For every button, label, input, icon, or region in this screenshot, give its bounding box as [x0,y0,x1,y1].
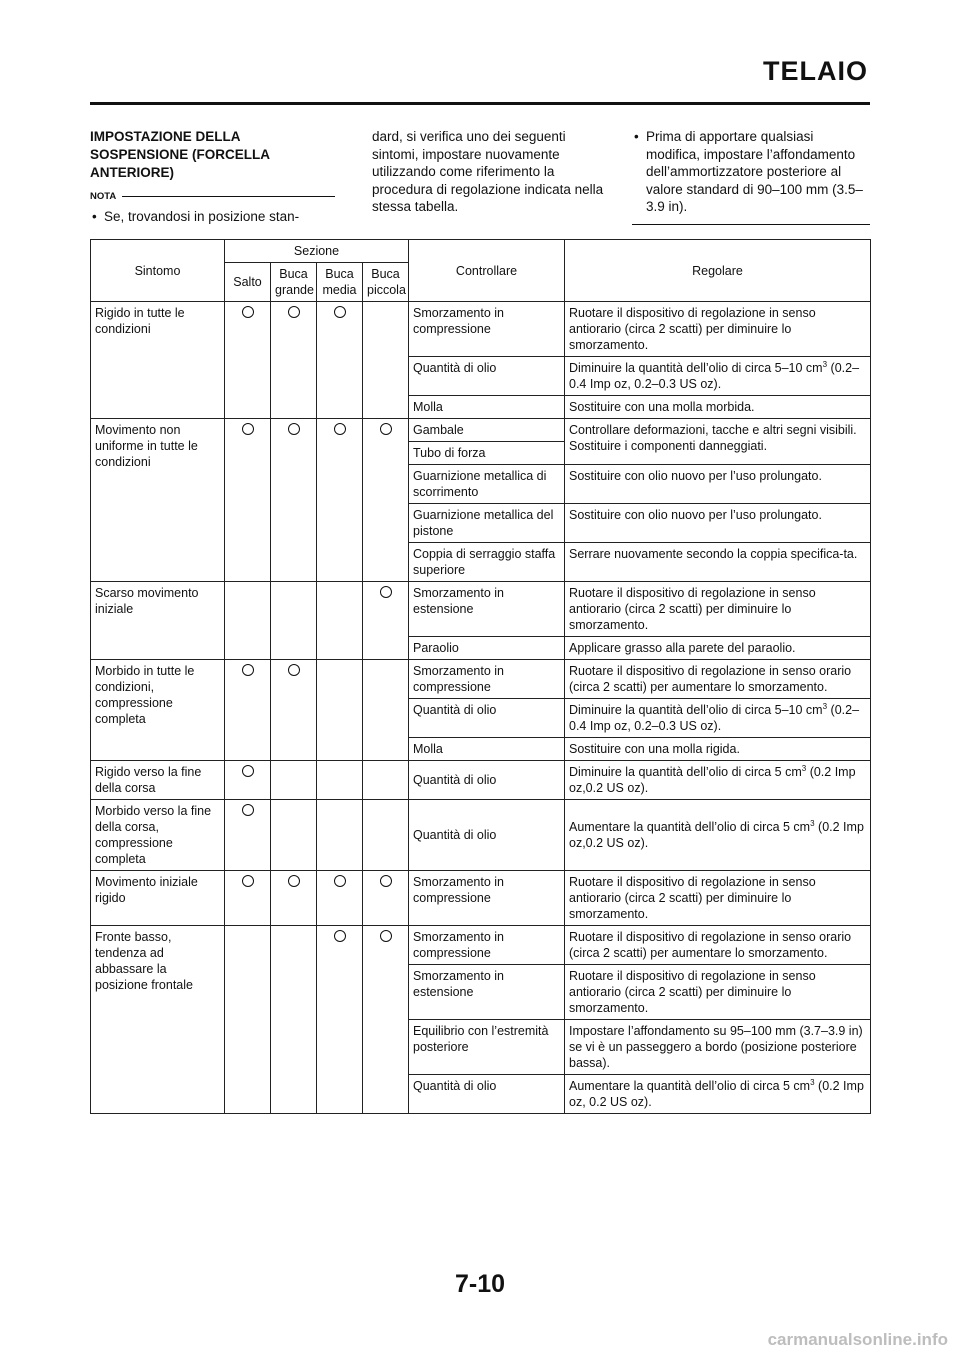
circle-mark-icon [334,423,346,435]
regolare-cell [565,1075,871,1114]
table-row [91,660,871,699]
regolare-cell: Impostare l’affondamento su 95–100 mm (3.7–3.9 in) se vi è un passeggero a bordo (posizione posteriore bassa). [565,1020,871,1075]
regolare-text-tail: (0.2 Imp oz, 0.2 US oz). [569,1079,864,1109]
sintomo-cell: Scarso movimento iniziale [91,582,225,660]
mark-buca-media [317,871,363,926]
mark-salto [225,800,271,871]
regolare-cell: Ruotare il dispositivo di regolazione in senso antiorario (circa 2 scatti) per diminuire lo smorzamento. [565,871,871,926]
mark-buca-piccola [363,302,409,419]
intro-column-2 [372,128,607,216]
mark-buca-media [317,582,363,660]
regolare-cell: Sostituire con una molla morbida. [565,396,871,419]
controllare-cell: Smorzamento in estensione [409,582,565,637]
controllare-cell: Quantità di olio [409,699,565,738]
watermark: carmanualsonline.info [767,1330,948,1349]
mark-salto [225,761,271,800]
superscript: 3 [822,359,828,369]
mark-salto [225,302,271,419]
sintomo-cell: Movimento non uniforme in tutte le condizioni [91,419,225,582]
regolare-cell: Serrare nuovamente secondo la coppia specifica-ta. [565,543,871,582]
circle-mark-icon [242,875,254,887]
regolare-cell [565,357,871,396]
regolare-cell: Sostituire con olio nuovo per l’uso prolungato. [565,465,871,504]
nota-label: NOTA [90,191,117,202]
regolare-text: Aumentare la quantità dell’olio di circa 5 cm [569,1079,811,1093]
mark-buca-grande [271,871,317,926]
regolare-text: Aumentare la quantità dell’olio di circa 5 cm [569,820,811,834]
mark-salto [225,660,271,761]
regolare-cell: Applicare grasso alla parete del paraolio. [565,637,871,660]
circle-mark-icon [288,306,300,318]
sintomo-cell: Rigido verso la fine della corsa [91,761,225,800]
circle-mark-icon [288,875,300,887]
mark-buca-piccola [363,660,409,761]
controllare-cell: Smorzamento in compressione [409,660,565,699]
circle-mark-icon [380,930,392,942]
controllare-cell: Smorzamento in compressione [409,302,565,357]
controllare-cell: Guarnizione metallica di scorrimento [409,465,565,504]
nota-bullet-2: • Prima di apportare qualsiasi modifica, impostare l’affondamento dell’ammortizzatore posteriore al valore standard di 90–100 mm (3.5–3.9 in). [632,128,870,216]
mark-buca-media [317,419,363,582]
page-number: 7-10 [454,1270,506,1298]
controllare-cell: Quantità di olio [409,357,565,396]
circle-mark-icon [380,875,392,887]
nota-header [90,188,335,206]
mark-buca-media [317,660,363,761]
header-salto: Salto [225,263,271,302]
nota-end-rule [632,224,870,225]
circle-mark-icon [334,306,346,318]
mark-salto [225,419,271,582]
sintomo-cell: Fronte basso, tendenza ad abbassare la posizione frontale [91,926,225,1114]
header-buca-piccola: Buca piccola [363,263,409,302]
regolare-text-tail: (0.2 Imp oz,0.2 US oz). [569,820,864,850]
controllare-cell: Smorzamento in compressione [409,871,565,926]
circle-mark-icon [242,306,254,318]
mark-buca-piccola [363,419,409,582]
header-sezione: Sezione [225,240,409,263]
circle-mark-icon [334,930,346,942]
regolare-cell: Ruotare il dispositivo di regolazione in senso antiorario (circa 2 scatti) per diminuire lo smorzamento. [565,582,871,637]
mark-buca-piccola [363,761,409,800]
intro-column-3 [632,128,870,216]
controllare-cell: Molla [409,396,565,419]
circle-mark-icon [380,586,392,598]
controllare-cell: Quantità di olio [409,1075,565,1114]
controllare-cell: Equilibrio con l’estremità posteriore [409,1020,565,1075]
regolare-text: Diminuire la quantità dell’olio di circa 5–10 cm [569,361,823,375]
mark-buca-grande [271,302,317,419]
mark-buca-grande [271,419,317,582]
regolare-cell [565,800,871,871]
suspension-settings-table [90,239,871,1114]
mark-buca-grande [271,926,317,1114]
circle-mark-icon [288,664,300,676]
circle-mark-icon [242,423,254,435]
controllare-cell: Coppia di serraggio staffa superiore [409,543,565,582]
sintomo-cell: Rigido in tutte le condizioni [91,302,225,419]
mark-buca-media [317,926,363,1114]
header-regolare: Regolare [565,240,871,302]
regolare-cell: Ruotare il dispositivo di regolazione in senso orario (circa 2 scatti) per aumentare lo smorzamento. [565,926,871,965]
table-row [91,800,871,871]
intro-column-1 [90,128,335,225]
nota-bullet-1-continued: dard, si verifica uno dei seguenti sintomi, impostare nuovamente utilizzando come riferimento la procedura di regolazione indicata nella stessa tabella. [372,129,604,214]
mark-salto [225,871,271,926]
nota-rule [122,196,335,197]
header-controllare: Controllare [409,240,565,302]
circle-mark-icon [380,423,392,435]
controllare-cell: Molla [409,738,565,761]
mark-salto [225,582,271,660]
table-row [91,302,871,357]
superscript: 3 [822,701,828,711]
controllare-cell: Tubo di forza [409,442,565,465]
section-title: IMPOSTAZIONE DELLA SOSPENSIONE (FORCELLA ANTERIORE) [90,129,270,180]
regolare-cell: Controllare deformazioni, tacche e altri segni visibili. Sostituire i componenti danneggiati. [565,419,871,465]
nota-bullet-1-start: • Se, trovandosi in posizione stan- [90,208,335,226]
circle-mark-icon [242,765,254,777]
table-row [91,761,871,800]
regolare-cell [565,699,871,738]
page-title: TELAIO [763,56,868,86]
regolare-cell: Ruotare il dispositivo di regolazione in senso antiorario (circa 2 scatti) per diminuire lo smorzamento. [565,965,871,1020]
mark-salto [225,926,271,1114]
sintomo-cell: Movimento iniziale rigido [91,871,225,926]
mark-buca-grande [271,582,317,660]
circle-mark-icon [242,804,254,816]
circle-mark-icon [242,664,254,676]
mark-buca-piccola [363,582,409,660]
header-buca-media: Buca media [317,263,363,302]
table-row [91,926,871,965]
controllare-cell: Gambale [409,419,565,442]
regolare-text-tail: (0.2–0.4 Imp oz, 0.2–0.3 US oz). [569,361,860,391]
sintomo-cell: Morbido verso la fine della corsa, compressione completa [91,800,225,871]
regolare-cell: Ruotare il dispositivo di regolazione in senso orario (circa 2 scatti) per aumentare lo smorzamento. [565,660,871,699]
mark-buca-media [317,302,363,419]
title-rule [90,102,870,105]
table-row [91,419,871,442]
controllare-cell: Smorzamento in compressione [409,926,565,965]
regolare-cell: Ruotare il dispositivo di regolazione in senso antiorario (circa 2 scatti) per diminuire lo smorzamento. [565,302,871,357]
regolare-text-tail: (0.2–0.4 Imp oz, 0.2–0.3 US oz). [569,703,860,733]
header-sintomo: Sintomo [91,240,225,302]
controllare-cell: Paraolio [409,637,565,660]
mark-buca-media [317,761,363,800]
superscript: 3 [801,763,807,773]
mark-buca-piccola [363,800,409,871]
regolare-text-tail: (0.2 Imp oz,0.2 US oz). [569,765,856,795]
regolare-text: Diminuire la quantità dell’olio di circa 5 cm [569,765,802,779]
superscript: 3 [810,1077,815,1087]
regolare-text: Diminuire la quantità dell’olio di circa 5–10 cm [569,703,823,717]
table-header-row [91,240,871,263]
mark-buca-grande [271,800,317,871]
regolare-cell: Sostituire con olio nuovo per l’uso prolungato. [565,504,871,543]
controllare-cell: Smorzamento in estensione [409,965,565,1020]
mark-buca-grande [271,660,317,761]
controllare-cell: Quantità di olio [409,800,565,871]
mark-buca-piccola [363,926,409,1114]
controllare-cell: Guarnizione metallica del pistone [409,504,565,543]
mark-buca-piccola [363,871,409,926]
regolare-cell [565,761,871,800]
regolare-cell: Sostituire con una molla rigida. [565,738,871,761]
mark-buca-media [317,800,363,871]
controllare-cell: Quantità di olio [409,761,565,800]
table-row [91,582,871,637]
table-row [91,871,871,926]
circle-mark-icon [288,423,300,435]
superscript: 3 [810,818,815,828]
sintomo-cell: Morbido in tutte le condizioni, compressione completa [91,660,225,761]
circle-mark-icon [334,875,346,887]
mark-buca-grande [271,761,317,800]
header-buca-grande: Buca grande [271,263,317,302]
